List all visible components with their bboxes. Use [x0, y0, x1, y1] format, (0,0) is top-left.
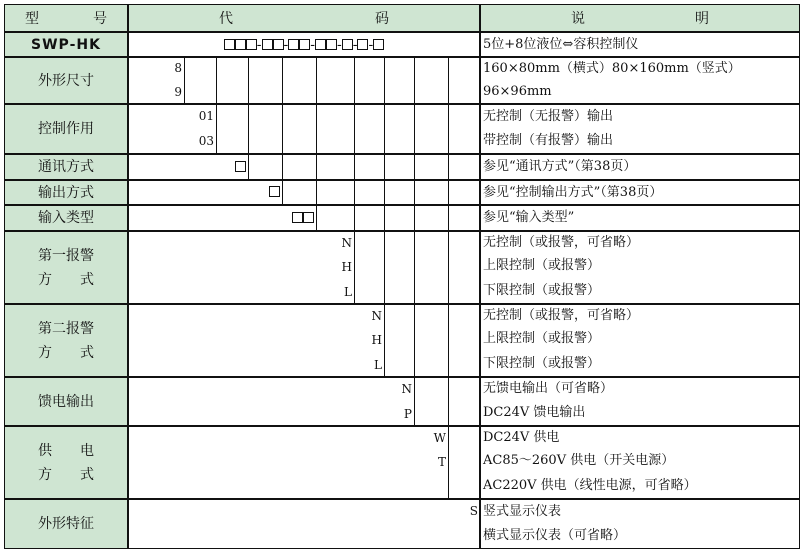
code-value: W — [433, 431, 446, 445]
row-label — [4, 104, 128, 154]
row-label-line: 输出方式 — [38, 184, 94, 201]
model-name: SWP-HK — [4, 32, 128, 57]
code-value — [128, 524, 480, 549]
description-line: 下限控制（或报警） — [480, 353, 800, 377]
row-label-line: 馈电输出 — [38, 393, 94, 410]
description-line: 带控制（有报警）输出 — [480, 129, 800, 154]
row-label — [4, 57, 128, 104]
description-line: 参见“输入类型” — [480, 205, 800, 231]
code-column-separator — [282, 57, 283, 205]
code-value: N — [371, 309, 382, 323]
code-value: N — [401, 382, 412, 396]
code-column-separator — [184, 57, 185, 104]
description-line: DC24V 供电 — [480, 426, 800, 450]
row-label-line: 第二报警 — [38, 320, 94, 337]
row-label — [4, 205, 128, 231]
code-value: H — [371, 333, 382, 348]
row-label — [4, 231, 128, 304]
row-label-line: 方 式 — [38, 466, 94, 483]
code-placeholder-box — [269, 186, 280, 197]
description-line: AC220V 供电（线性电源，可省略） — [480, 475, 800, 499]
row-label-line: 外形尺寸 — [38, 72, 94, 89]
description-line: DC24V 馈电输出 — [480, 402, 800, 427]
header-char: 明 — [695, 11, 709, 27]
description-line: 无控制（或报警，可省略） — [480, 231, 800, 255]
row-label-line: 供 电 — [38, 442, 94, 459]
row-label-line: 通讯方式 — [38, 159, 94, 175]
code-placeholder-box — [235, 161, 246, 172]
code-value — [128, 475, 448, 499]
description-line: 96×96mm — [480, 81, 800, 105]
code-value: P — [403, 406, 412, 421]
header-code-column — [128, 4, 480, 32]
row-label-line: 方 式 — [38, 344, 94, 361]
code-value: 03 — [198, 134, 214, 148]
header-char: 码 — [375, 11, 389, 27]
header-char: 说 — [571, 11, 585, 27]
row-label-line: 输入类型 — [38, 210, 94, 226]
row-label — [4, 180, 128, 205]
code-placeholder-box — [342, 39, 353, 50]
code-column-separator — [248, 57, 249, 180]
header-char: 型 — [25, 11, 39, 27]
description-line: 上限控制（或报警） — [480, 255, 800, 279]
code-column-separator — [216, 57, 217, 154]
header-char: 代 — [219, 11, 233, 27]
description-line: 无控制（或报警，可省略） — [480, 304, 800, 328]
description-line: 无馈电输出（可省略） — [480, 377, 800, 402]
code-value — [128, 205, 316, 231]
description-line: 竖式显示仪表 — [480, 499, 800, 524]
code-value: H — [341, 260, 352, 275]
code-value: 01 — [198, 109, 214, 123]
header-model-column — [4, 4, 128, 32]
code-placeholder-box — [373, 39, 384, 50]
row-label — [4, 377, 128, 426]
code-placeholder-box — [299, 39, 310, 50]
description-line: 无控制（无报警）输出 — [480, 104, 800, 129]
code-value: T — [437, 455, 446, 470]
code-value: L — [344, 284, 352, 299]
code-placeholder-box — [292, 212, 303, 223]
row-label-line: 控制作用 — [38, 121, 94, 137]
code-value: N — [341, 236, 352, 250]
code-column-separator — [448, 57, 449, 499]
row-label-line: 第一报警 — [38, 247, 94, 264]
header-description-column — [480, 4, 800, 32]
code-placeholder-box — [246, 39, 257, 50]
row-label — [4, 304, 128, 377]
model-code-string: - - - - - - — [128, 32, 480, 57]
description-line: 横式显示仪表（可省略） — [480, 524, 800, 549]
code-column-separator — [354, 57, 355, 304]
code-placeholder-box — [273, 39, 284, 50]
description-line: 160×80mm（横式）80×160mm（竖式） — [480, 57, 800, 81]
code-placeholder-box — [224, 39, 235, 50]
description-line: AC85～260V 供电（开关电源） — [480, 450, 800, 474]
description-line: 参见“控制输出方式”（第38页） — [480, 180, 800, 205]
code-column-separator — [384, 57, 385, 377]
code-placeholder-box — [235, 39, 246, 50]
code-value — [128, 180, 282, 205]
code-placeholder-box — [303, 212, 314, 223]
code-placeholder-box — [262, 39, 273, 50]
row-label-line: 方 式 — [38, 271, 94, 288]
row-label — [4, 499, 128, 549]
code-placeholder-box — [357, 39, 368, 50]
code-placeholder-box — [326, 39, 337, 50]
code-value: 8 — [174, 61, 182, 75]
code-value: S — [469, 504, 478, 518]
row-label-line: 外形特征 — [38, 516, 94, 532]
code-placeholder-box — [288, 39, 299, 50]
description-line: 参见“通讯方式”（第38页） — [480, 154, 800, 180]
header-char: 号 — [93, 11, 107, 27]
code-value — [128, 154, 248, 180]
row-label — [4, 426, 128, 499]
code-column-separator — [316, 57, 317, 231]
description-line: 上限控制（或报警） — [480, 328, 800, 352]
model-description: 5位+8位液位⇔容积控制仪 — [480, 32, 800, 57]
code-placeholder-box — [315, 39, 326, 50]
row-label — [4, 154, 128, 180]
description-line: 下限控制（或报警） — [480, 280, 800, 304]
code-value: L — [374, 357, 382, 372]
code-column-separator — [414, 57, 415, 426]
code-value: 9 — [174, 84, 182, 99]
